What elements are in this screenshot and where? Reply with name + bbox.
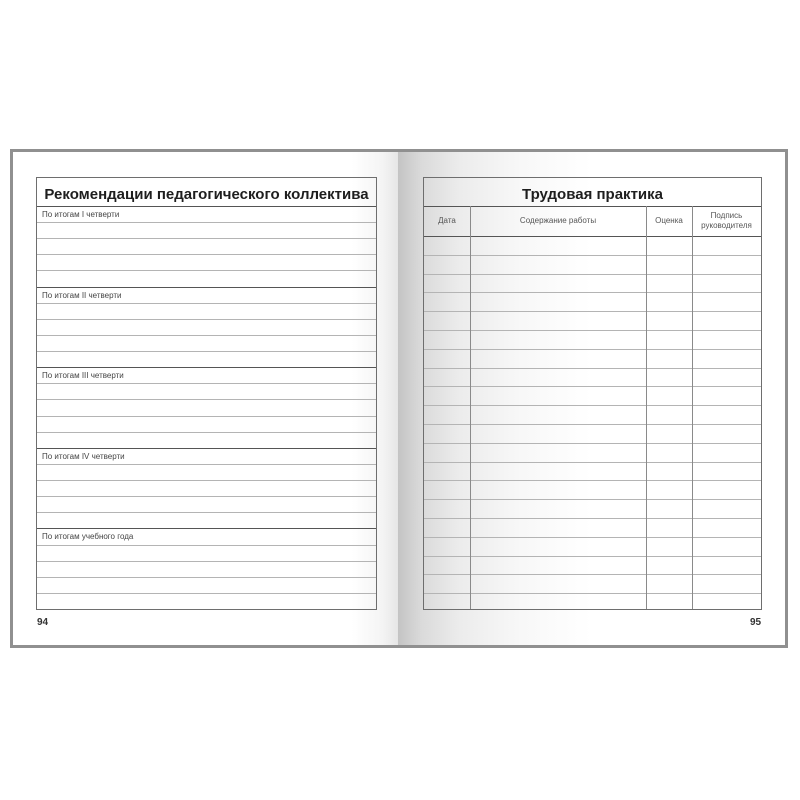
ruled-line xyxy=(37,254,376,255)
table-row-line xyxy=(424,311,761,312)
table-column-line xyxy=(470,206,471,609)
table-row-line xyxy=(424,405,761,406)
table-column-line xyxy=(646,206,647,609)
ruled-line xyxy=(37,464,376,465)
section-label: По итогам I четверти xyxy=(42,210,120,219)
table-column-line xyxy=(692,206,693,609)
ruled-line xyxy=(37,351,376,352)
ruled-line xyxy=(37,319,376,320)
ruled-line xyxy=(37,222,376,223)
ruled-line xyxy=(37,480,376,481)
section-divider xyxy=(37,287,376,288)
page-number-right: 95 xyxy=(750,617,762,628)
ruled-line xyxy=(37,432,376,433)
section-divider xyxy=(37,367,376,368)
table-header-cell: Содержание работы xyxy=(519,216,597,225)
ruled-line xyxy=(37,270,376,271)
ruled-line xyxy=(37,335,376,336)
ruled-line xyxy=(37,593,376,594)
table-row-line xyxy=(424,499,761,500)
table-row-line xyxy=(424,480,761,481)
table-row-line xyxy=(424,518,761,519)
labor-practice-frame xyxy=(423,177,762,610)
table-row-line xyxy=(424,349,761,350)
section-label: По итогам IV четверти xyxy=(42,451,125,461)
labor-practice-title: Трудовая практика xyxy=(522,186,663,203)
recommendations-frame xyxy=(36,177,377,610)
ruled-line xyxy=(37,561,376,562)
section-divider xyxy=(37,528,376,529)
table-row-line xyxy=(424,292,761,293)
table-row-line xyxy=(424,386,761,387)
table-row-line xyxy=(424,462,761,463)
table-row-line xyxy=(424,574,761,575)
ruled-line xyxy=(37,238,376,239)
ruled-line xyxy=(37,545,376,546)
section-divider xyxy=(37,448,376,449)
section-divider xyxy=(37,206,376,207)
table-row-line xyxy=(424,330,761,331)
table-header-border xyxy=(424,236,761,237)
ruled-line xyxy=(37,416,376,417)
ruled-line xyxy=(37,303,376,304)
ruled-line xyxy=(37,496,376,497)
section-label: По итогам III четверти xyxy=(42,371,124,381)
table-row-line xyxy=(424,443,761,444)
ruled-line xyxy=(37,512,376,513)
table-row-line xyxy=(424,537,761,538)
table-header-cell: Дата xyxy=(438,216,456,225)
page-number-left: 94 xyxy=(37,617,49,628)
ruled-line xyxy=(37,383,376,384)
table-row-line xyxy=(424,556,761,557)
section-label: По итогам учебного года xyxy=(42,532,134,542)
section-label: По итогам II четверти xyxy=(42,290,122,300)
ruled-line xyxy=(37,399,376,400)
table-row-line xyxy=(424,593,761,594)
table-row-line xyxy=(424,424,761,425)
table-row-line xyxy=(424,255,761,256)
table-top-border xyxy=(424,206,761,207)
table-row-line xyxy=(424,368,761,369)
ruled-line xyxy=(37,577,376,578)
table-header-cell: Оценка xyxy=(655,216,683,225)
table-header-cell: Подпись руководителя xyxy=(701,211,752,230)
recommendations-title: Рекомендации педагогического коллектива xyxy=(44,186,369,203)
table-row-line xyxy=(424,274,761,275)
